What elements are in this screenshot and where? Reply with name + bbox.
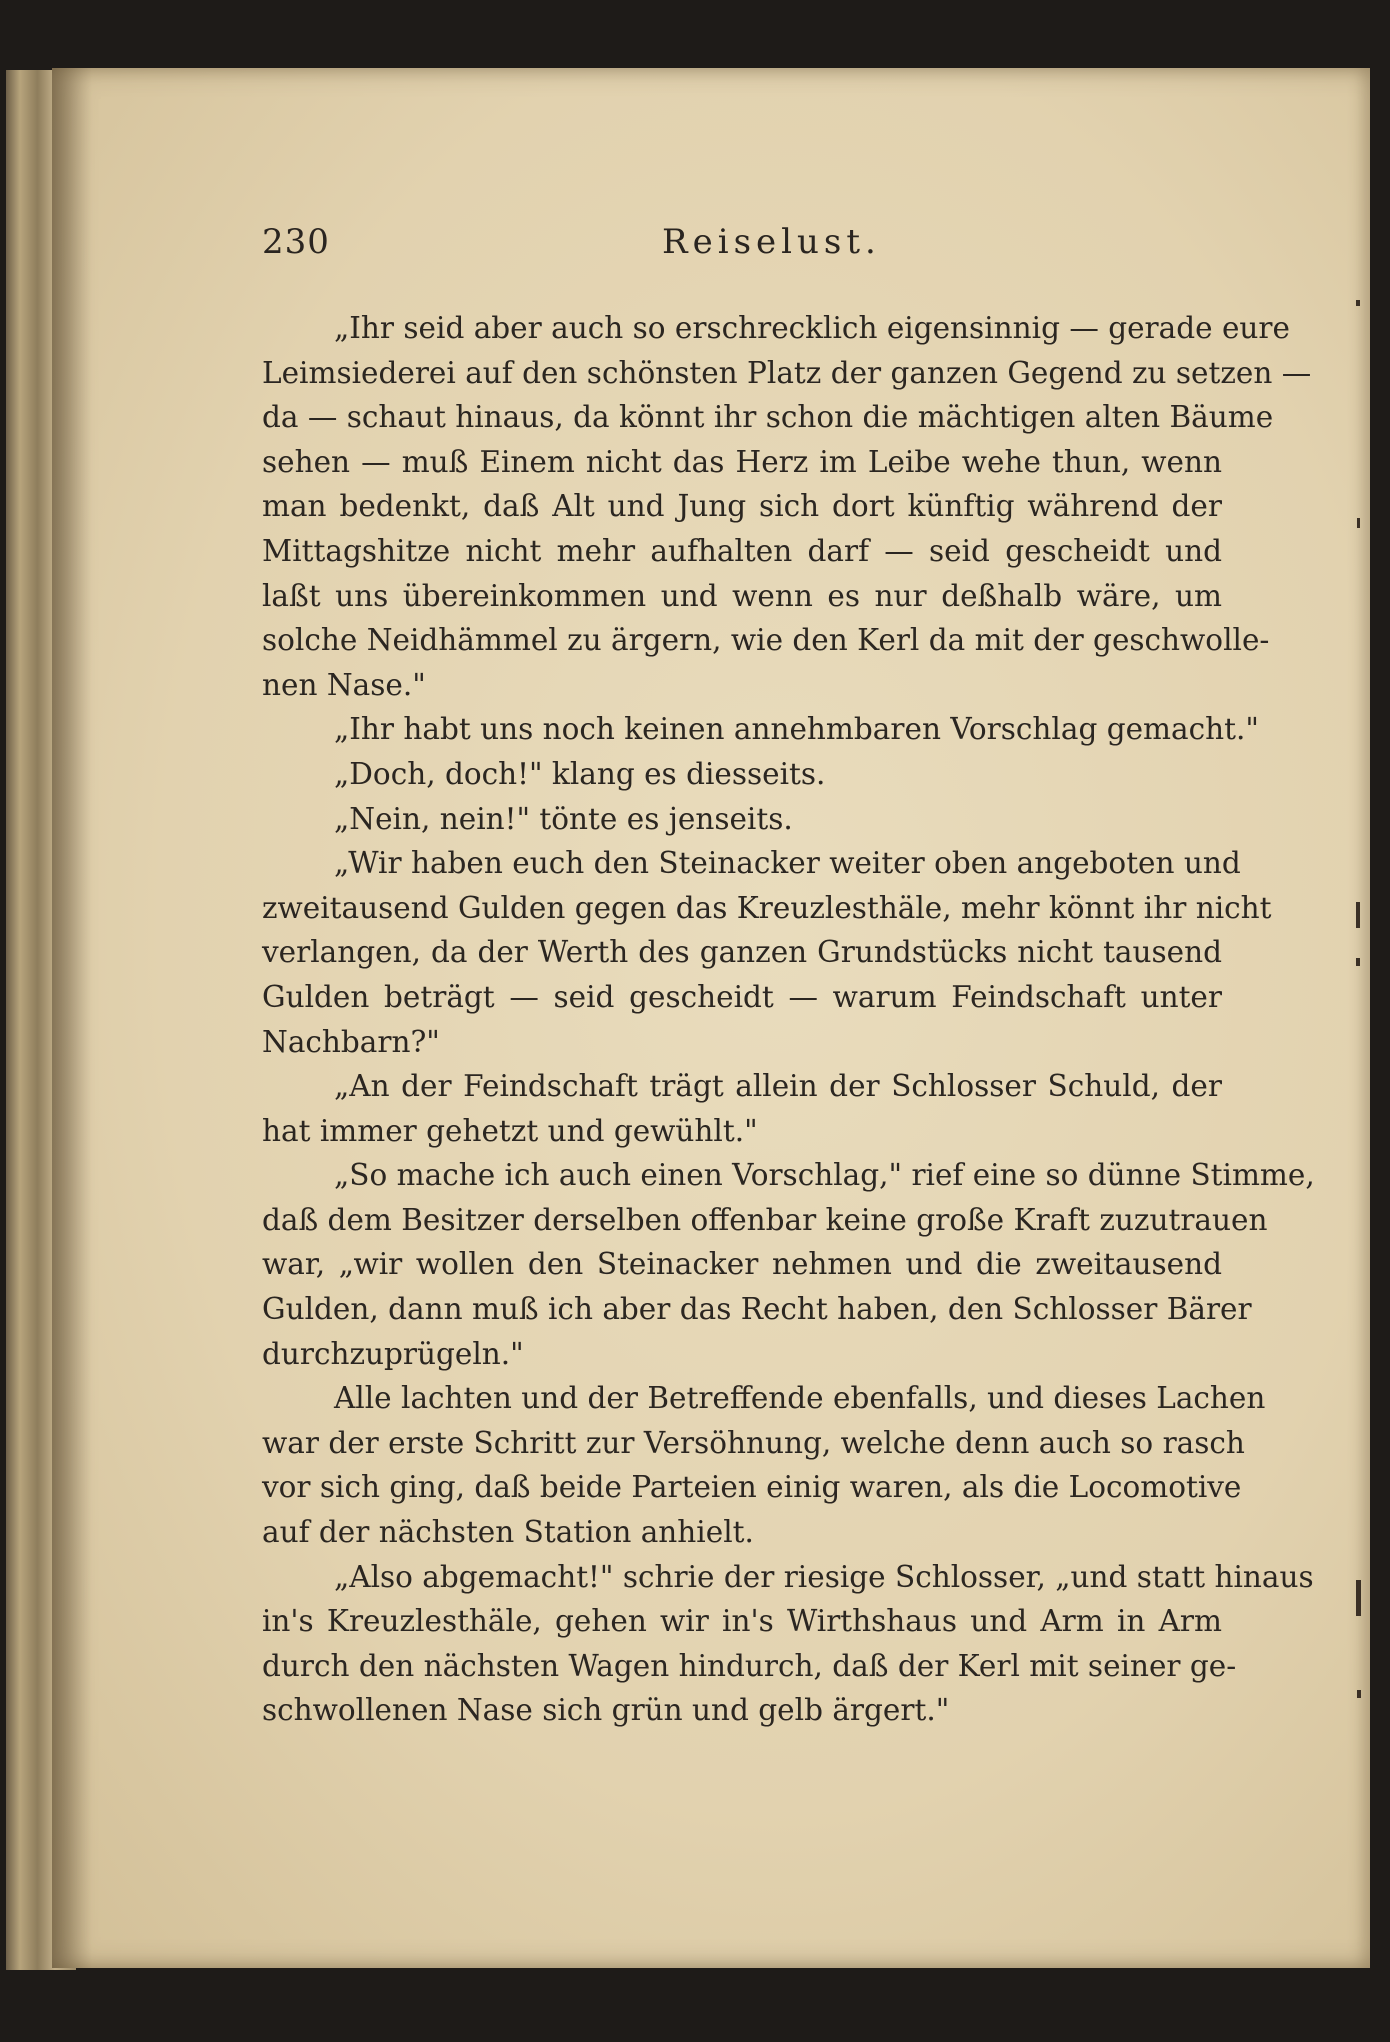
text-line: war der erste Schritt zur Versöhnung, welche denn auch so rasch: [262, 1425, 1245, 1460]
text-line: sehen — muß Einem nicht das Herz im Leibe wehe thun, wenn: [262, 444, 1222, 479]
margin-mark: [1357, 518, 1360, 528]
page-header: [262, 222, 1222, 272]
text-line: in's Kreuzlesthäle, gehen wir in's Wirthshaus und Arm in Arm: [262, 1604, 1222, 1639]
text-line: laßt uns übereinkommen und wenn es nur deßhalb wäre, um: [262, 578, 1222, 613]
text-line: man bedenkt, daß Alt und Jung sich dort künftig während der: [262, 489, 1222, 524]
text-line: zweitausend Gulden gegen das Kreuzlesthäle, mehr könnt ihr nicht: [262, 890, 1272, 925]
text-line: auf der nächsten Station anhielt.: [262, 1515, 754, 1550]
page-number: 230: [262, 222, 330, 262]
text-line: Gulden beträgt — seid gescheidt — warum Feindschaft unter: [262, 979, 1222, 1014]
text-line: Alle lachten und der Betreffende ebenfalls, und dieses Lachen: [334, 1381, 1266, 1416]
text-line: war, „wir wollen den Steinacker nehmen und die zweitausend: [262, 1247, 1222, 1282]
text-line: „Also abgemacht!" schrie der riesige Schlosser, „und statt hinaus: [334, 1559, 1314, 1594]
text-line: schwollenen Nase sich grün und gelb ärgert.": [262, 1693, 950, 1728]
text-line: daß dem Besitzer derselben offenbar keine große Kraft zuzutrauen: [262, 1202, 1268, 1237]
text-line: „Nein, nein!" tönte es jenseits.: [334, 801, 793, 836]
text-line: verlangen, da der Werth des ganzen Grundstücks nicht tausend: [262, 935, 1222, 970]
gutter-shadow: [52, 68, 92, 1968]
text-line: „Doch, doch!" klang es diesseits.: [334, 756, 826, 791]
text-line: Gulden, dann muß ich aber das Recht haben, den Schlosser Bärer: [262, 1292, 1252, 1327]
text-line: durch den nächsten Wagen hindurch, daß der Kerl mit seiner ge-: [262, 1648, 1237, 1683]
text-line: vor sich ging, daß beide Parteien einig waren, als die Locomotive: [262, 1470, 1242, 1505]
margin-mark: [1356, 300, 1360, 306]
text-line: „Ihr seid aber auch so erschrecklich eigensinnig — gerade eure: [334, 311, 1290, 345]
text-line: da — schaut hinaus, da könnt ihr schon die mächtigen alten Bäume: [262, 400, 1274, 435]
text-line: „Wir haben euch den Steinacker weiter oben angeboten und: [334, 846, 1241, 881]
margin-mark: [1356, 1580, 1361, 1616]
margin-mark: [1356, 902, 1360, 928]
text-line: nen Nase.": [262, 667, 426, 702]
running-title: Reiselust.: [662, 222, 881, 262]
text-line: solche Neidhämmel zu ärgern, wie den Kerl da mit der geschwolle-: [262, 623, 1270, 658]
text-line: Mittagshitze nicht mehr aufhalten darf — seid gescheidt und: [262, 533, 1222, 568]
text-line: durchzuprügeln.": [262, 1336, 524, 1371]
margin-mark: [1356, 958, 1360, 966]
text-line: Leimsiederei auf den schönsten Platz der ganzen Gegend zu setzen —: [262, 355, 1312, 390]
text-line: hat immer gehetzt und gewühlt.": [262, 1113, 758, 1148]
text-line: „Ihr habt uns noch keinen annehmbaren Vorschlag gemacht.": [334, 712, 1259, 747]
body-text: [262, 306, 1315, 1733]
text-line: „An der Feindschaft trägt allein der Schlosser Schuld, der: [334, 1069, 1222, 1104]
text-line: Nachbarn?": [262, 1024, 440, 1059]
margin-mark: [1357, 1690, 1361, 1698]
text-line: „So mache ich auch einen Vorschlag," rief eine so dünne Stimme,: [334, 1158, 1315, 1193]
